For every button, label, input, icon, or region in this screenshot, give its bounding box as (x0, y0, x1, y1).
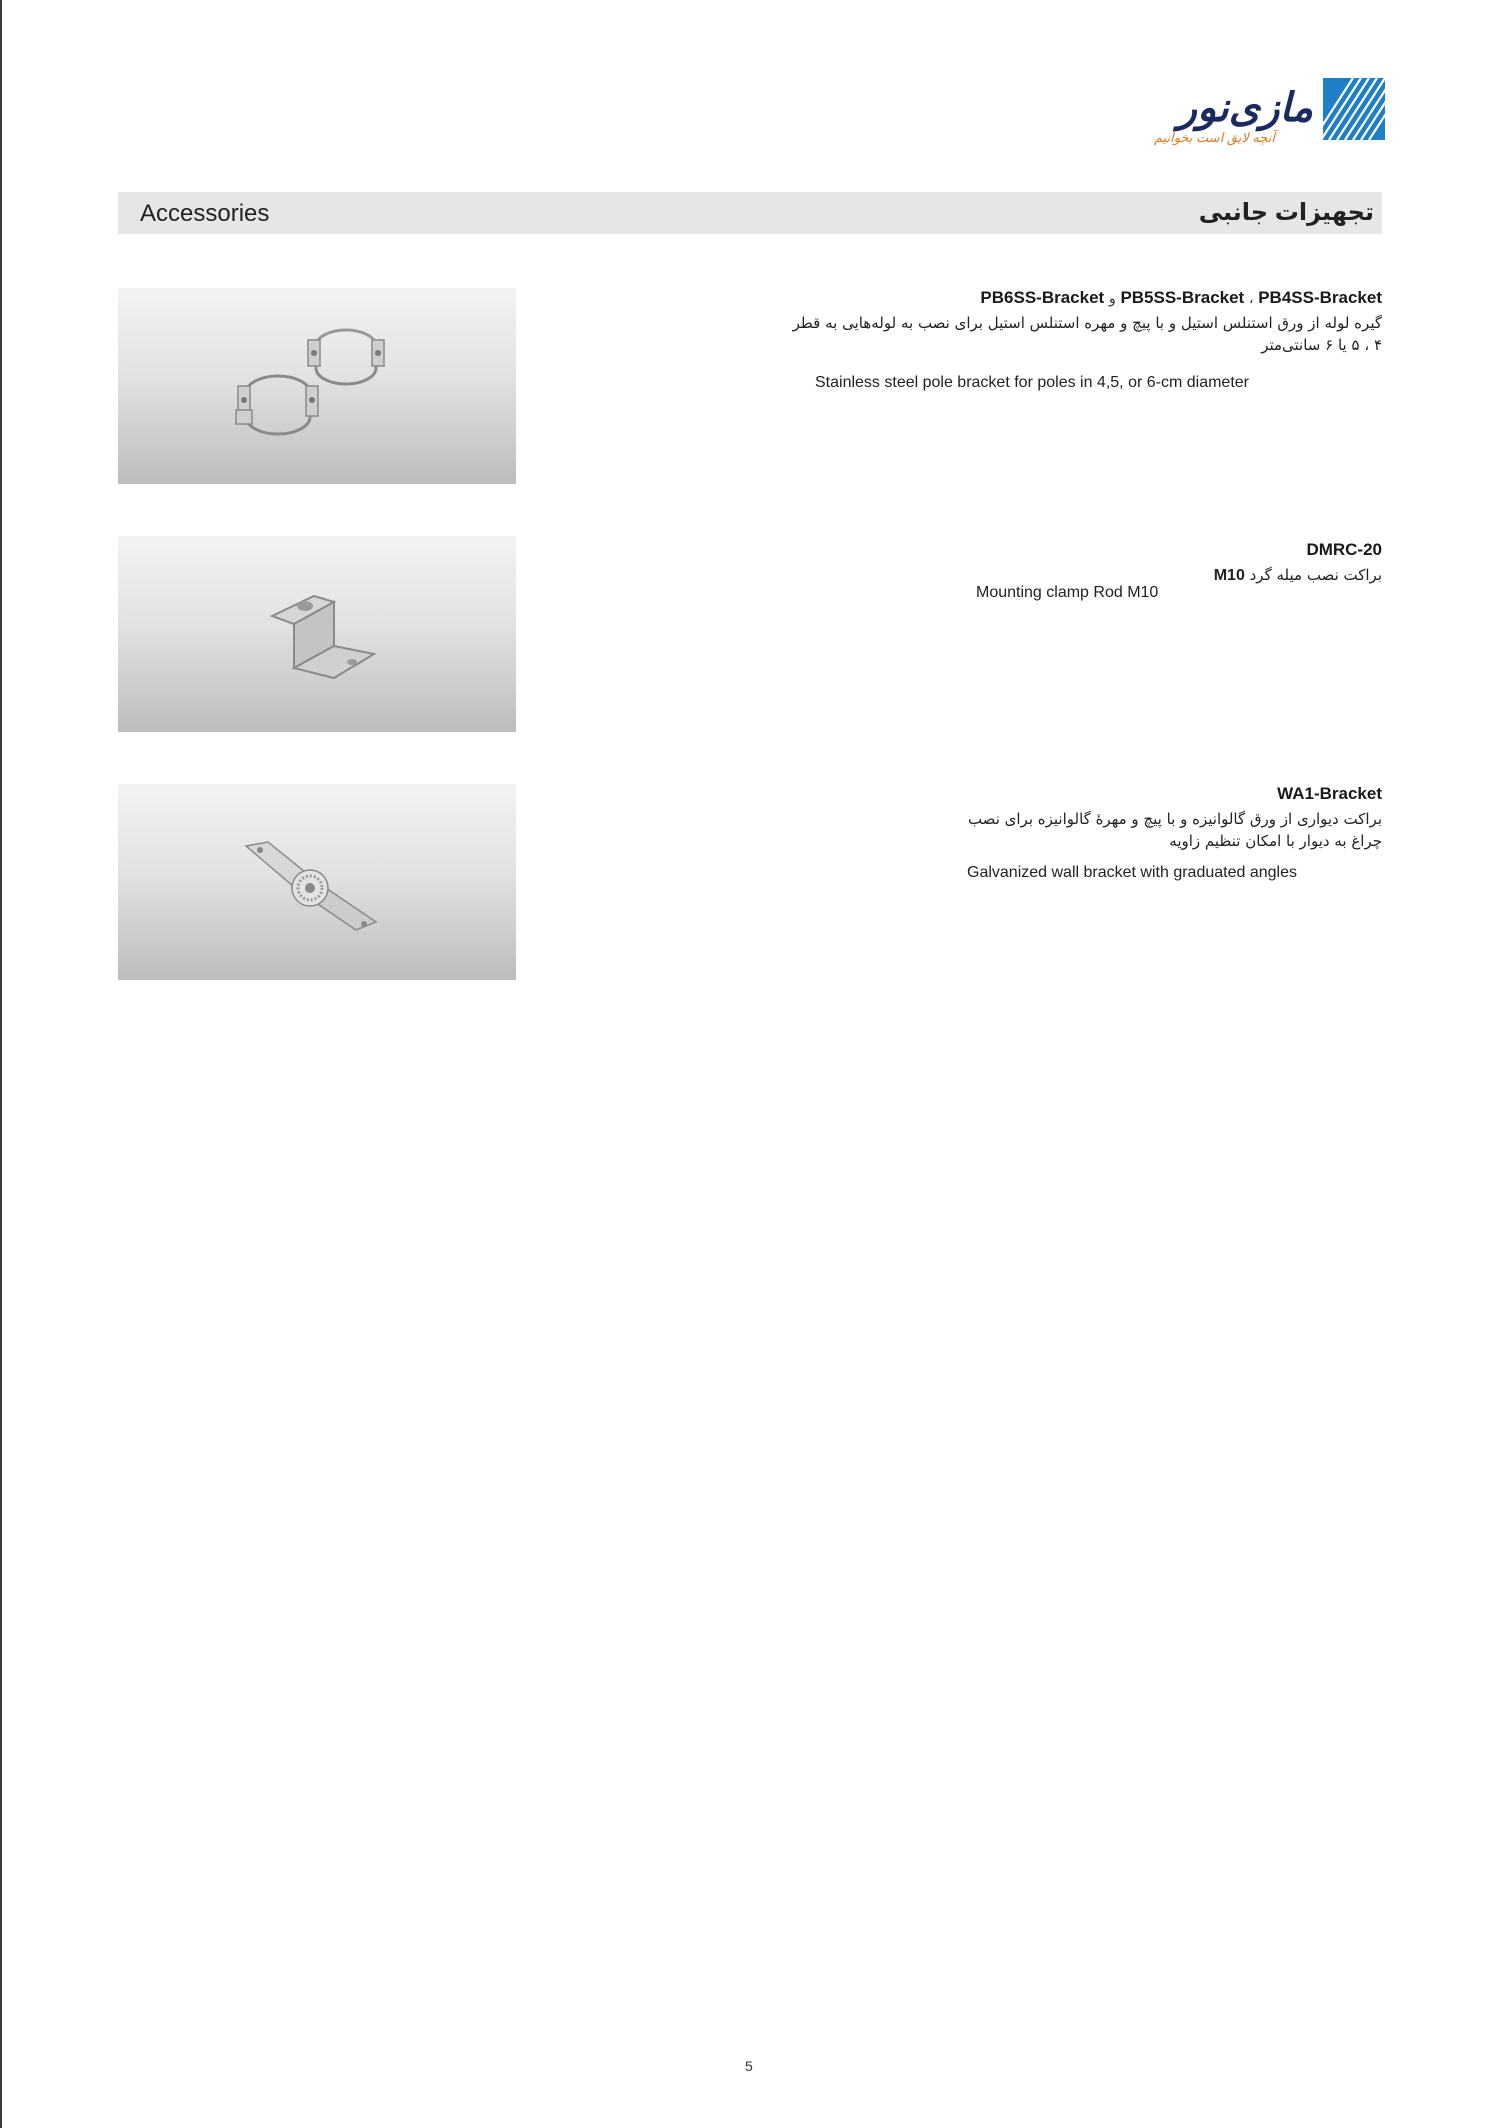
brand-logo (1135, 78, 1385, 150)
wall-bracket-icon (118, 784, 516, 980)
product-code: PB6SS-Bracket و PB5SS-Bracket ، PB4SS-Bracket (980, 288, 1382, 307)
product-pole-bracket (118, 288, 1382, 484)
product-description-fa: براکت نصب میله گرد M10 (1213, 566, 1382, 584)
product-description-en: Galvanized wall bracket with graduated angles (967, 864, 1297, 881)
product-description-en: Mounting clamp Rod M10 (976, 584, 1159, 601)
product-description-en: Stainless steel pole bracket for poles in 4,5, or 6-cm diameter (815, 374, 1249, 391)
logo-wordmark: مازی‌نور (1177, 84, 1313, 131)
product-description-fa: گیره لوله از ورق استنلس استیل و با پیچ و مهره استنلس استیل برای نصب به لوله‌هایی به قطر ۴ ، ۵ یا ۶ سانتی‌متر (792, 314, 1382, 354)
page-edge-line (0, 0, 2, 2128)
mounting-clamp-icon (118, 536, 516, 732)
product-photo (118, 784, 516, 980)
section-title-fa: تجهیزات جانبی (1198, 199, 1374, 226)
section-title-en: Accessories (140, 200, 270, 227)
logo-slogan: آنچه لایق است بخوانیم (1153, 130, 1275, 145)
logo-stripes-icon (1323, 78, 1385, 140)
product-mounting-clamp (118, 536, 1382, 732)
product-photo (118, 288, 516, 484)
page-number: 5 (745, 2058, 753, 2074)
product-description-fa: براکت دیواری از ورق گالوانیزه و با پیچ و مهرهٔ گالوانیزه برای نصب چراغ به دیوار با امکان تنظیم زاویه (967, 810, 1382, 850)
product-wall-bracket (118, 784, 1382, 980)
product-code: DMRC-20 (1306, 540, 1382, 559)
section-header (118, 192, 1382, 234)
product-photo (118, 536, 516, 732)
product-code: WA1-Bracket (1277, 784, 1382, 803)
pole-bracket-icon (118, 288, 516, 484)
